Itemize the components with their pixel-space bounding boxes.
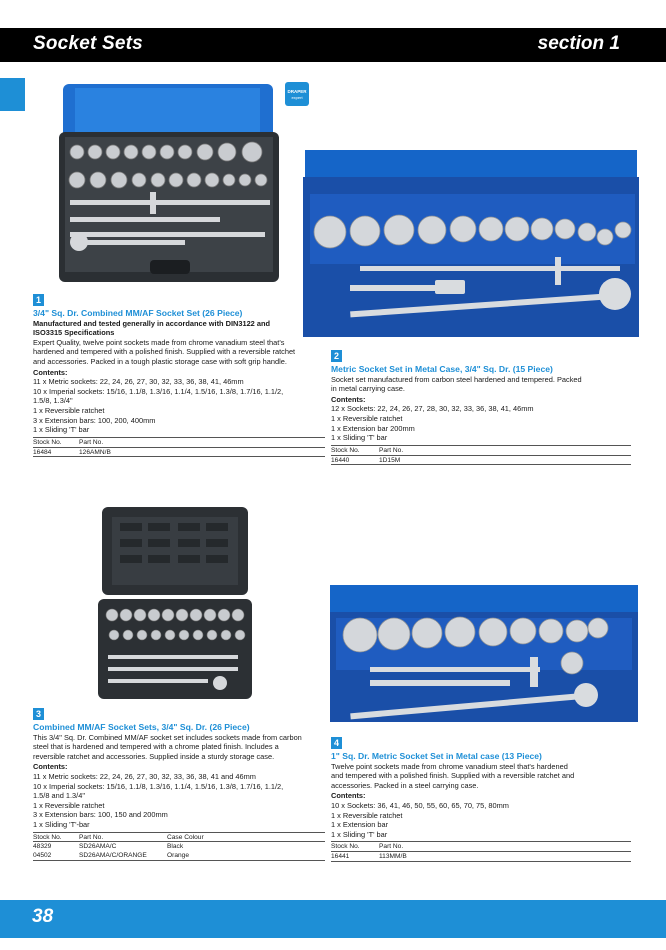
socket-set-case-photo [55,82,285,292]
product-1-block [33,294,333,457]
table-cell-part: SD26AMA/C [79,843,117,851]
table-cell-colour: Black [167,843,184,851]
product-table [331,445,631,466]
contents-line: 1 x Sliding 'T' bar [331,829,388,839]
table-header-part: Part No. [79,832,167,842]
product-table [331,841,631,862]
table-header-stock: Stock No. [33,832,79,842]
metal-case-photo [285,82,640,342]
product-title: 3/4" Sq. Dr. Combined MM/AF Socket Set (26 Piece) [33,308,243,318]
contents-heading: Contents: [331,791,366,801]
table-cell-stock: 16441 [331,852,379,862]
table-header-part: Part No. [79,437,325,447]
contents-line: 1 x Sliding 'T' bar [33,425,90,435]
product-desc-line: steel that is hardened and tempered with a chrome plated finish. Includes a [33,742,279,752]
table-header-stock: Stock No. [331,842,379,852]
contents-line: 1 x Extension bar [331,820,389,830]
contents-line: 1 x Sliding 'T'-bar [33,819,90,829]
product-4-block [331,737,631,862]
black-case-photo [90,505,260,705]
product-desc-line: accessories. Packed in a steel carrying case. [331,780,479,790]
table-cell-stock: 16484 [33,447,79,457]
contents-line: 3 x Extension bars: 100, 150 and 200mm [33,810,168,820]
contents-heading: Contents: [33,762,68,772]
contents-line: 11 x Metric sockets: 22, 24, 26, 27, 30, 32, 33, 36, 38, 41 and 46mm [33,771,256,781]
contents-line: 1 x Reversible ratchet [331,810,403,820]
contents-line: 10 x Sockets: 36, 41, 46, 50, 55, 60, 65, 70, 75, 80mm [331,800,509,810]
contents-line: 1.5/8, 1.3/4" [33,396,73,406]
contents-line: 1 x Reversible ratchet [33,405,105,415]
product-desc-line: Twelve point sockets made from chrome vanadium steel that's hardened [331,761,568,771]
product-3-block [33,708,328,861]
section-tab-marker [0,78,25,111]
product-desc-line: and tempered with a polished finish. Supplied with a reversible ratchet and [331,771,575,781]
product-number-badge: 1 [33,294,44,306]
product-2-photo [285,82,640,342]
table-cell-colour: Orange [167,851,325,860]
product-2-block [331,350,631,465]
table-cell-stock: 48329 [33,843,52,851]
page-number: 38 [32,906,54,927]
product-4-photo [330,530,640,730]
table-cell-part: 113MM/B [379,852,631,862]
brand-logo-text: DRAPER [287,89,307,94]
product-table [33,832,325,861]
table-header-part: Part No. [379,445,631,455]
metal-case-1in-photo [330,530,640,730]
product-desc-line: reversible ratchet and accessories. Supplied inside a sturdy storage case. [33,751,275,761]
contents-line: 10 x Imperial sockets: 15/16, 1.1/8, 1.3/16, 1.1/4, 1.5/16, 1.3/8, 1.7/16, 1.1/2, [33,781,284,791]
contents-line: 11 x Metric sockets: 22, 24, 26, 27, 30, 32, 33, 36, 38, 41, 46mm [33,377,244,387]
contents-heading: Contents: [331,394,366,404]
product-desc-line: and accessories. Packed in a tough plastic storage case with soft grip handle. [33,356,287,366]
product-1-photo [55,82,285,292]
product-desc-line: Expert Quality, twelve point sockets made from chrome vanadium steel that's [33,337,285,347]
product-title: 1" Sq. Dr. Metric Socket Set in Metal case (13 Piece) [331,751,542,761]
product-number-badge: 3 [33,708,44,720]
table-cell-part: SD26AMA/C/ORANGE [79,851,167,860]
contents-line: 12 x Sockets: 22, 24, 26, 27, 28, 30, 32, 33, 36, 38, 41, 46mm [331,404,534,414]
product-number-badge: 4 [331,737,342,749]
contents-line: 10 x Imperial sockets: 15/16, 1.1/8, 1.3/16, 1.1/4, 1.5/16, 1.3/8, 1.7/16, 1.1/2, [33,386,284,396]
contents-line: 1 x Extension bar 200mm [331,423,415,433]
table-cell-part: 126AMN/B [79,447,325,457]
table-header-stock: Stock No. [331,445,379,455]
product-number-badge: 2 [331,350,342,362]
product-title: Metric Socket Set in Metal Case, 3/4" Sq. Dr. (15 Piece) [331,364,553,374]
table-header-part: Part No. [379,842,631,852]
page-footer [0,900,666,938]
table-header-stock: Stock No. [33,437,79,447]
page-header [0,28,666,62]
product-3-photo [90,505,260,705]
product-title: Combined MM/AF Socket Sets, 3/4" Sq. Dr. (26 Piece) [33,722,250,732]
contents-line: 1 x Reversible ratchet [33,800,105,810]
section-label: section 1 [537,33,620,54]
page-title: Socket Sets [33,33,143,54]
contents-line: 1 x Reversible ratchet [331,413,403,423]
contents-line: 1 x Sliding 'T' bar [331,433,388,443]
table-header-colour: Case Colour [167,832,325,842]
table-cell-stock: 04502 [33,851,79,860]
product-table [33,437,325,458]
table-cell-stock: 16440 [331,455,379,465]
product-spec-line: Manufactured and tested generally in accordance with DIN3122 and [33,318,270,328]
product-desc-line: Socket set manufactured from carbon steel hardened and tempered. Packed [331,374,582,384]
table-cell-part: 1D15M [379,455,631,465]
product-desc-line: hardened and tempered with a polished finish. Supplied with a reversible ratchet [33,347,296,357]
contents-line: 1.5/8 and 1.3/4" [33,791,85,801]
product-desc-line: in metal carrying case. [331,384,405,394]
product-spec-line: ISO3315 Specifications [33,328,115,338]
product-desc-line: This 3/4" Sq. Dr. Combined MM/AF socket set includes sockets made from carbon [33,732,302,742]
contents-heading: Contents: [33,367,68,377]
contents-line: 3 x Extension bars: 100, 200, 400mm [33,415,156,425]
brand-logo-subtext: expert [291,95,303,100]
